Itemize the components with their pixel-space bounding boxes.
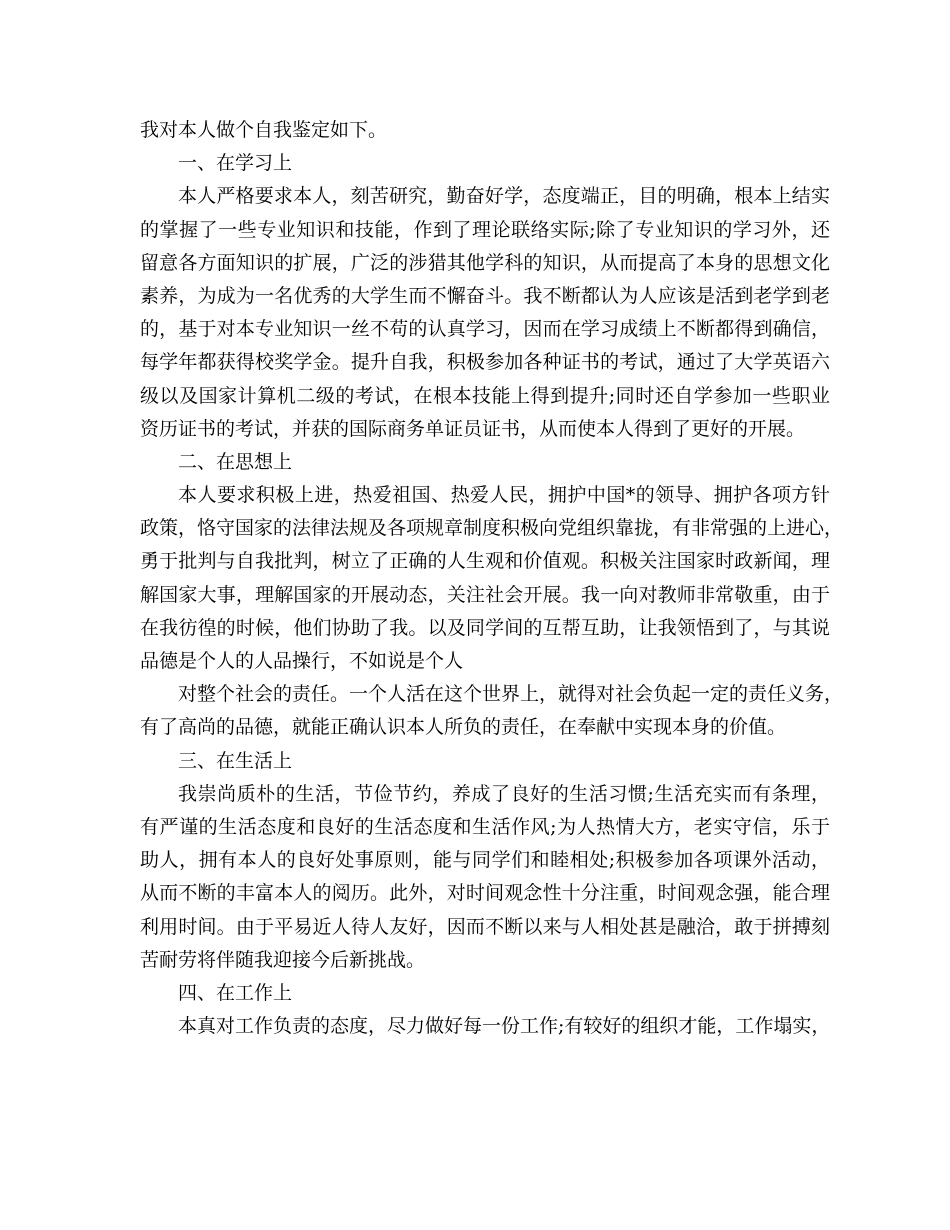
text-line: 每学年都获得校奖学金。提升自我，积极参加各种证书的考试，通过了大学英语六 [140, 351, 830, 374]
text-line: 本人严格要求本人，刻苦研究，勤奋好学，态度端正，目的明确，根本上结实 [178, 185, 830, 208]
text-line: 本人要求积极上进，热爱祖国、热爱人民，拥护中国*的领导、拥护各项方针 [178, 484, 830, 507]
text-line: 三、在生活上 [178, 749, 293, 772]
text-line: 资历证书的考试，并获的国际商务单证员证书，从而使本人得到了更好的开展。 [140, 417, 806, 440]
text-line: 对整个社会的责任。一个人活在这个世界上，就得对社会负起一定的责任义务， [178, 683, 844, 706]
text-line: 苦耐劳将伴随我迎接今后新挑战。 [140, 948, 426, 971]
text-line: 一、在学习上 [178, 152, 293, 175]
text-line: 留意各方面知识的扩展，广泛的涉猎其他学科的知识，从而提高了本身的思想文化 [140, 251, 830, 274]
text-line: 级以及国家计算机二级的考试，在根本技能上得到提升;同时还自学参加一些职业 [140, 384, 830, 407]
document-body [140, 114, 844, 1043]
text-line: 在我彷徨的时候，他们协助了我。以及同学间的互帮互助，让我领悟到了，与其说 [140, 616, 830, 639]
text-line: 解国家大事，理解国家的开展动态，关注社会开展。我一向对教师非常敬重，由于 [140, 583, 830, 606]
text-line: 政策，恪守国家的法律法规及各项规章制度积极向党组织靠拢，有非常强的上进心， [140, 517, 844, 540]
text-line: 二、在思想上 [178, 450, 293, 473]
text-line: 我崇尚质朴的生活，节俭节约，养成了良好的生活习惯;生活充实而有条理， [178, 782, 830, 805]
text-line: 的掌握了一些专业知识和技能，作到了理论联络实际;除了专业知识的学习外，还 [140, 218, 830, 241]
text-line: 有严谨的生活态度和良好的生活态度和生活作风;为人热情大方，老实守信，乐于 [140, 815, 830, 838]
text-line: 品德是个人的人品操行，不如说是个人 [140, 650, 464, 672]
text-line: 勇于批判与自我批判，树立了正确的人生观和价值观。积极关注国家时政新闻，理 [140, 550, 830, 573]
text-line: 的，基于对本专业知识一丝不苟的认真学习，因而在学习成绩上不断都得到确信， [140, 318, 830, 341]
text-line: 从而不断的丰富本人的阅历。此外，对时间观念性十分注重，时间观念强，能合理 [140, 882, 830, 905]
text-line: 有了高尚的品德，就能正确认识本人所负的责任，在奉献中实现本身的价值。 [140, 716, 787, 739]
text-line: 本真对工作负责的态度，尽力做好每一份工作;有较好的组织才能，工作塌实， [178, 1015, 831, 1038]
text-line: 素养，为成为一名优秀的大学生而不懈奋斗。我不断都认为人应该是活到老学到老 [140, 284, 830, 307]
text-line: 利用时间。由于平易近人待人友好，因而不断以来与人相处甚是融洽，敢于拼搏刻 [140, 915, 830, 938]
text-line: 我对本人做个自我鉴定如下。 [140, 119, 388, 141]
text-line: 四、在工作上 [178, 981, 293, 1004]
text-line: 助人，拥有本人的良好处事原则，能与同学们和睦相处;积极参加各项课外活动， [140, 849, 830, 872]
